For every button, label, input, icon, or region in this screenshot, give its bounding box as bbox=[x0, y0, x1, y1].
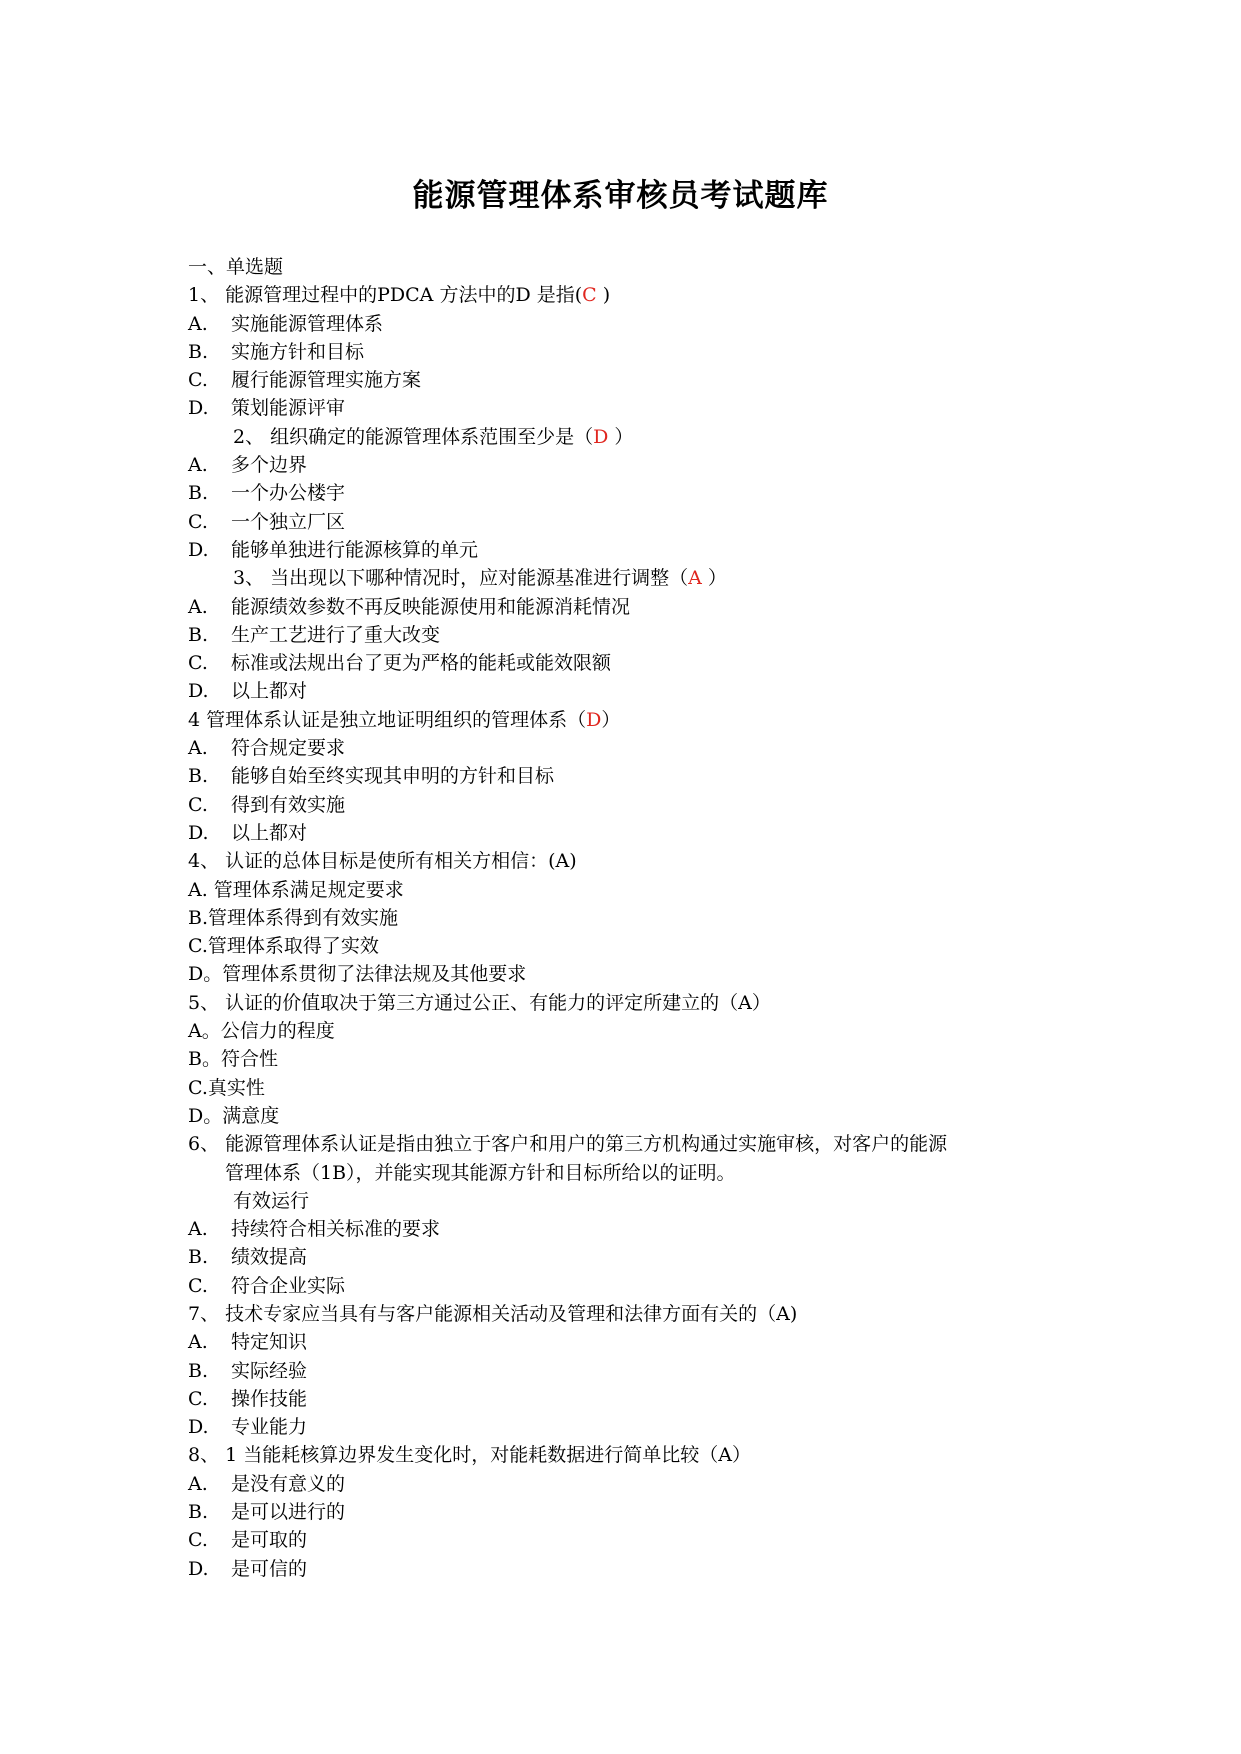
q4b-option-c: C.管理体系取得了实效 bbox=[188, 935, 379, 958]
q4-option-b: B. 能够自始至终实现其申明的方针和目标 bbox=[188, 765, 555, 788]
q2-option-b: B. 一个办公楼宇 bbox=[188, 482, 346, 505]
q5-option-d: D。满意度 bbox=[188, 1104, 280, 1127]
question-8: 8、 1 当能耗核算边界发生变化时，对能耗数据进行简单比较（A） bbox=[188, 1444, 751, 1467]
q6-option-c: C. 符合企业实际 bbox=[188, 1274, 346, 1297]
q7-option-b: B. 实际经验 bbox=[188, 1359, 308, 1382]
question-3: 3、 当出现以下哪种情况时，应对能源基准进行调整（A ） bbox=[233, 567, 727, 590]
answer-4: D bbox=[586, 708, 602, 731]
q8-option-b: B. 是可以进行的 bbox=[188, 1501, 346, 1524]
document-body bbox=[188, 253, 1088, 1583]
q5-option-a: A。公信力的程度 bbox=[188, 1020, 335, 1043]
q1-option-d: D. 策划能源评审 bbox=[188, 397, 346, 420]
q1-option-c: C. 履行能源管理实施方案 bbox=[188, 369, 422, 392]
q3-option-c: C. 标准或法规出台了更为严格的能耗或能效限额 bbox=[188, 652, 612, 675]
question-4b: 4、 认证的总体目标是使所有相关方相信：(A) bbox=[188, 850, 577, 873]
question-6-continued: 管理体系（1B），并能实现其能源方针和目标所给以的证明。 bbox=[225, 1161, 736, 1184]
question-2: 2、 组织确定的能源管理体系范围至少是（D ） bbox=[233, 425, 634, 448]
page-title: 能源管理体系审核员考试题库 bbox=[412, 178, 829, 214]
section-heading: 一、单选题 bbox=[188, 256, 284, 278]
q4-option-d: D. 以上都对 bbox=[188, 821, 308, 844]
q4b-option-d: D。管理体系贯彻了法律法规及其他要求 bbox=[188, 963, 527, 986]
q4b-option-b: B.管理体系得到有效实施 bbox=[188, 906, 399, 929]
answer-1: C bbox=[582, 284, 597, 307]
question-5: 5、 认证的价值取决于第三方通过公正、有能力的评定所建立的（A） bbox=[188, 991, 771, 1014]
q2-option-a: A. 多个边界 bbox=[188, 454, 308, 477]
q4-option-c: C. 得到有效实施 bbox=[188, 793, 346, 816]
answer-3: A bbox=[688, 567, 702, 590]
question-7: 7、 技术专家应当具有与客户能源相关活动及管理和法律方面有关的（A) bbox=[188, 1302, 798, 1325]
question-4: 4 管理体系认证是独立地证明组织的管理体系（D） bbox=[188, 708, 621, 731]
q5-option-b: B。符合性 bbox=[188, 1048, 278, 1071]
q3-option-d: D. 以上都对 bbox=[188, 680, 308, 703]
q8-option-d: D. 是可信的 bbox=[188, 1557, 308, 1580]
q8-option-c: C. 是可取的 bbox=[188, 1529, 308, 1552]
q1-option-a: A. 实施能源管理体系 bbox=[188, 312, 384, 335]
q6-option-b: B. 绩效提高 bbox=[188, 1246, 308, 1269]
q2-option-c: C. 一个独立厂区 bbox=[188, 510, 346, 533]
q2-option-d: D. 能够单独进行能源核算的单元 bbox=[188, 538, 479, 561]
q3-option-a: A. 能源绩效参数不再反映能源使用和能源消耗情况 bbox=[188, 595, 631, 618]
q1-option-b: B. 实施方针和目标 bbox=[188, 340, 365, 363]
q3-option-b: B. 生产工艺进行了重大改变 bbox=[188, 623, 441, 646]
question-6: 6、 能源管理体系认证是指由独立于客户和用户的第三方机构通过实施审核，对客户的能源 bbox=[188, 1133, 948, 1156]
q7-option-a: A. 特定知识 bbox=[188, 1331, 308, 1354]
q5-option-c: C.真实性 bbox=[188, 1076, 265, 1099]
q8-option-a: A. 是没有意义的 bbox=[188, 1472, 346, 1495]
q4b-option-a: A. 管理体系满足规定要求 bbox=[188, 878, 404, 901]
q6-extra-option: 有效运行 bbox=[233, 1189, 310, 1212]
q6-option-a: A. 持续符合相关标准的要求 bbox=[188, 1218, 441, 1241]
q4-option-a: A. 符合规定要求 bbox=[188, 737, 346, 760]
question-1: 1、 能源管理过程中的PDCA 方法中的D 是指(C ) bbox=[188, 284, 611, 307]
q7-option-c: C. 操作技能 bbox=[188, 1387, 308, 1410]
answer-2: D bbox=[593, 425, 609, 448]
q7-option-d: D. 专业能力 bbox=[188, 1416, 308, 1439]
